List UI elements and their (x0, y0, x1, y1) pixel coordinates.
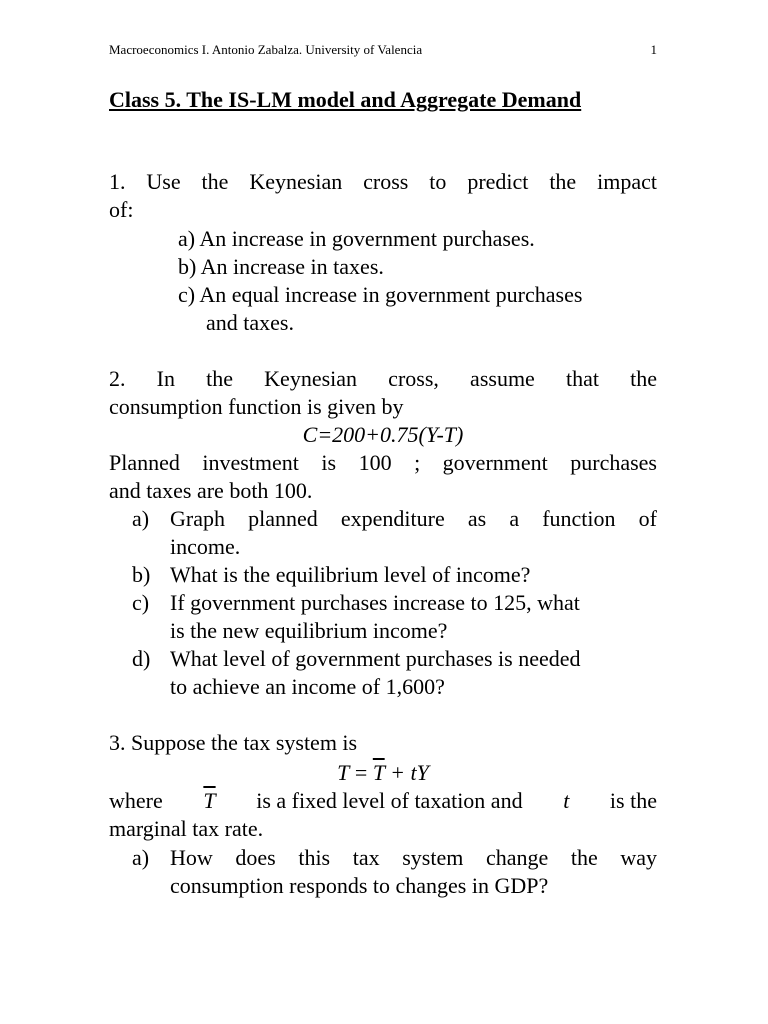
page-title (109, 86, 657, 114)
q2-c-line1: If government purchases increase to 125, what (170, 590, 580, 615)
q1-line1: 1. Use the Keynesian cross to predict the impact (109, 169, 657, 194)
q2-line2: consumption function is given by (109, 394, 404, 419)
q1-option-b: b) An increase in taxes. (178, 254, 384, 279)
page-number: 1 (650, 42, 657, 57)
running-header (109, 42, 657, 60)
q3-line2-t: t (563, 788, 570, 813)
q2-d-line2: to achieve an income of 1,600? (170, 674, 445, 699)
page-title-text: Class 5. The IS-LM model and Aggregate Demand (109, 87, 582, 112)
running-title: Macroeconomics I. Antonio Zabalza. University of Valencia (109, 42, 423, 57)
q3-a-line2: consumption responds to changes in GDP? (170, 873, 549, 898)
q3-formula-equals: = (349, 760, 373, 785)
q2-c-label: c) (132, 590, 150, 615)
q3-formula-T: T (337, 760, 350, 785)
q1-option-c-line1: c) An equal increase in government purchases (178, 282, 583, 307)
q3-line2-Tbar: $\overline{T}$ (203, 788, 216, 813)
q2-a-line1: Graph planned expenditure as a function of (170, 506, 657, 531)
q2-b-label: b) (132, 562, 151, 587)
q1-option-c-line2: and taxes. (206, 310, 294, 335)
q3-line2-mid: is a fixed level of taxation and (256, 788, 523, 813)
q3-line3: marginal tax rate. (109, 816, 264, 841)
q2-formula: C=200+0.75(Y-T) (302, 422, 464, 447)
q2-c-line2: is the new equilibrium income? (170, 618, 448, 643)
q2-line1: 2. In the Keynesian cross, assume that the (109, 366, 657, 391)
q3-line2-post: is the (609, 788, 657, 813)
q3-formula-rest: + tY (384, 760, 429, 785)
q3-line1: 3. Suppose the tax system is (109, 730, 358, 755)
q3-formula-Tbar: $\overline{T}$ (372, 760, 385, 785)
q2-line4: and taxes are both 100. (109, 478, 313, 503)
q1-line2: of: (109, 197, 134, 222)
q2-a-line2: income. (170, 534, 241, 559)
q3-a-label: a) (132, 845, 150, 870)
q2-a-label: a) (132, 506, 150, 531)
q3-line2-pre: where (109, 788, 163, 813)
q2-b-line1: What is the equilibrium level of income? (170, 562, 531, 587)
q3-line2 (109, 787, 657, 815)
q2-line3: Planned investment is 100 ; government purchases (109, 450, 657, 475)
q1-option-a: a) An increase in government purchases. (178, 226, 535, 251)
q2-d-label: d) (132, 646, 151, 671)
q3-formula (109, 759, 657, 787)
q2-d-line1: What level of government purchases is needed (170, 646, 581, 671)
q3-a-line1: How does this tax system change the way (170, 845, 657, 870)
